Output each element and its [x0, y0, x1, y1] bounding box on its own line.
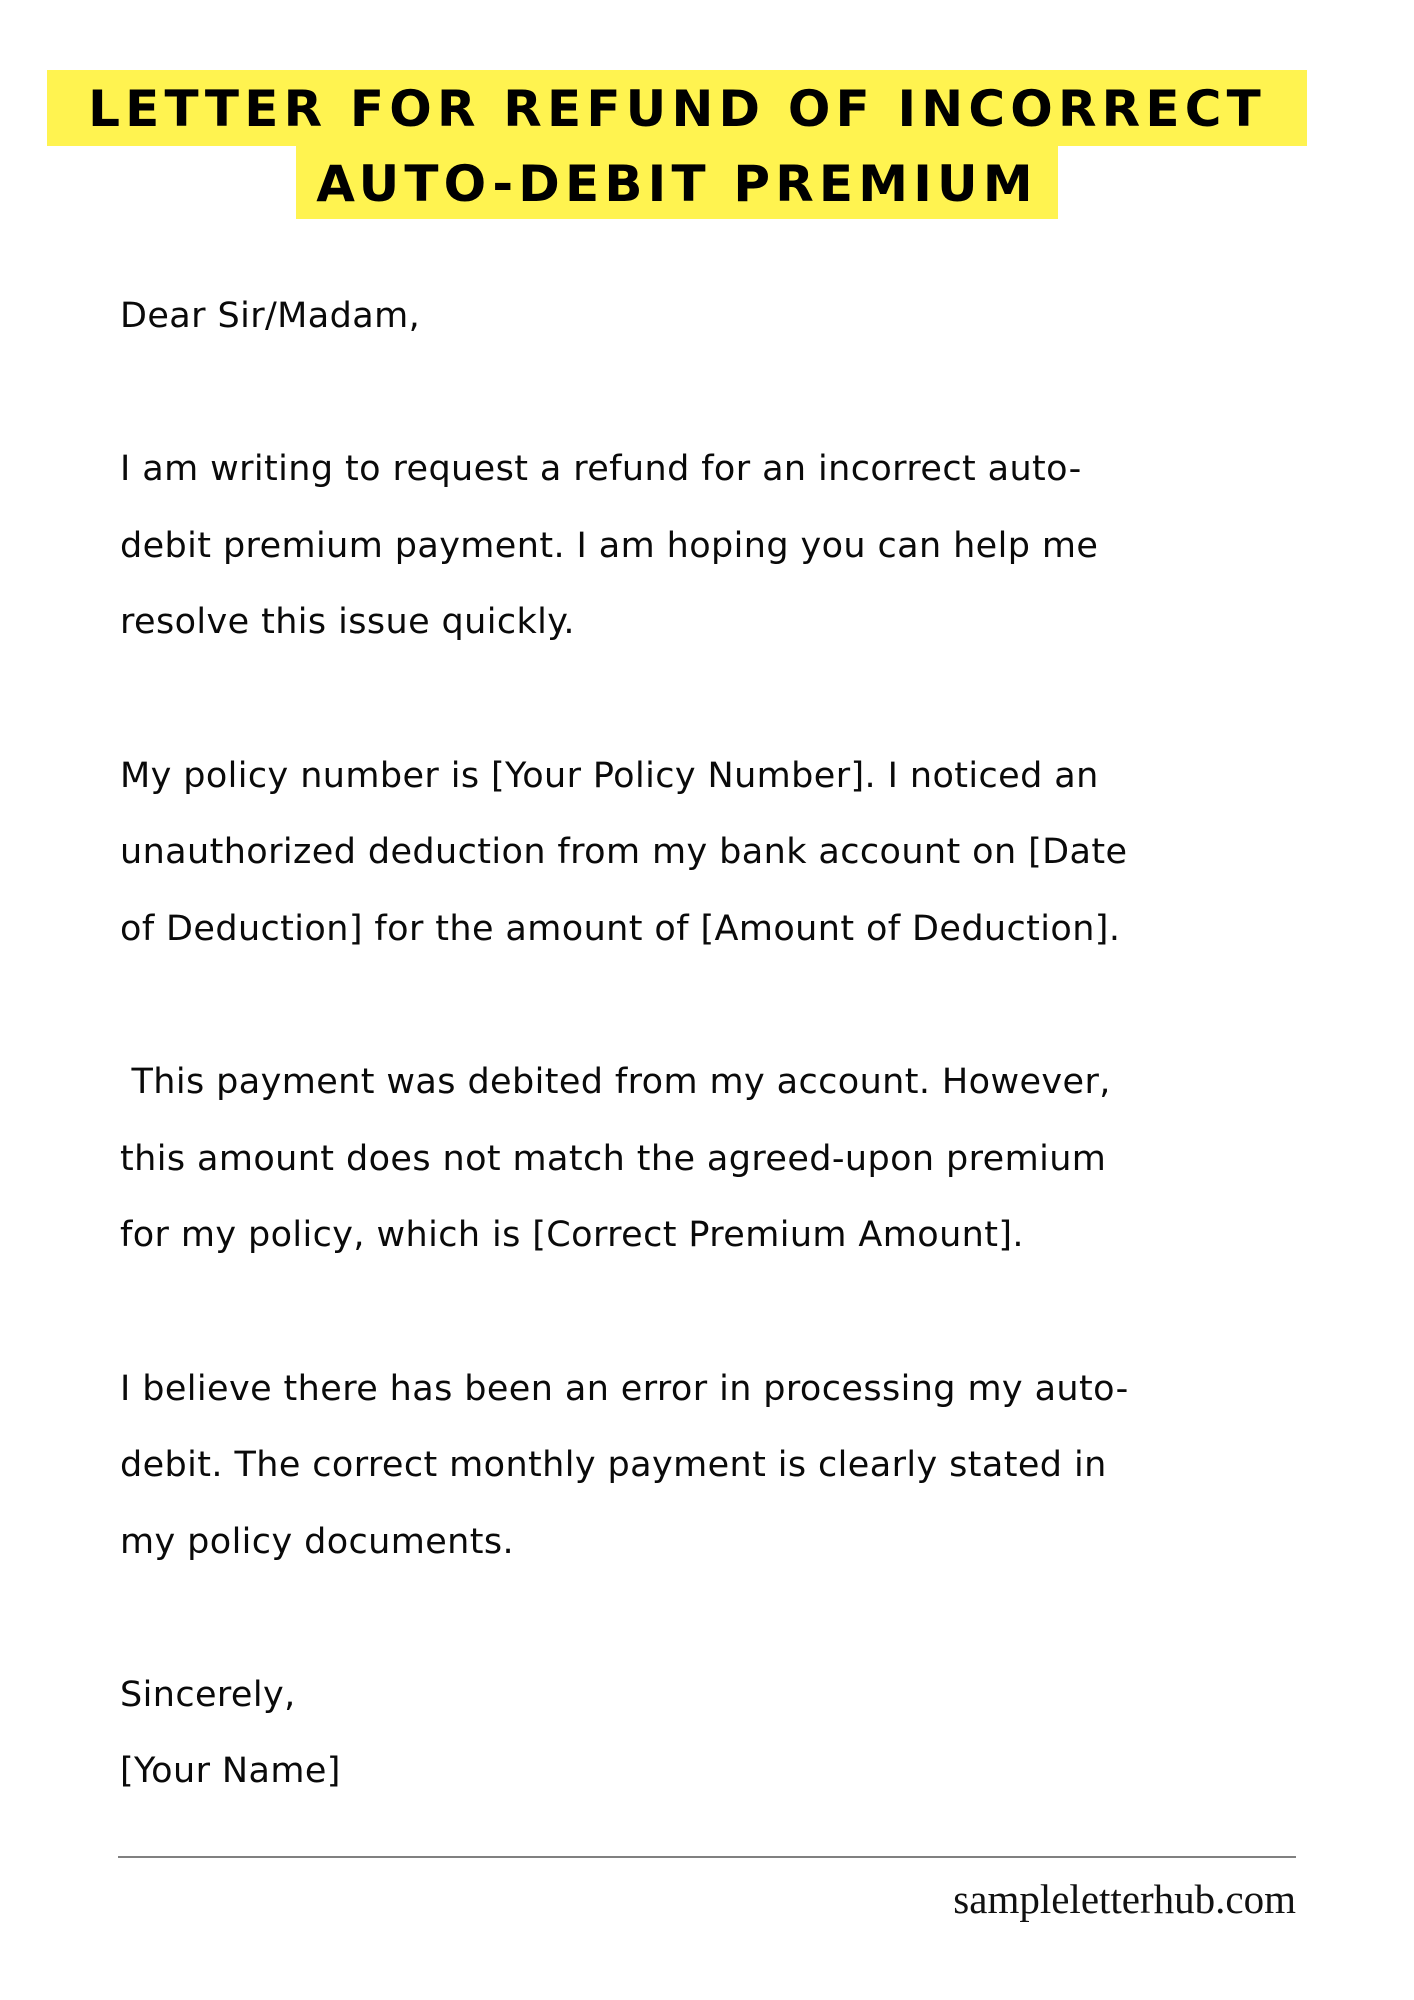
paragraph-3-line-2: this amount does not match the agreed-upon premium [120, 1139, 1107, 1179]
page-title-line-2: AUTO-DEBIT PREMIUM [316, 155, 1038, 213]
paragraph-4-line-3: my policy documents. [120, 1522, 515, 1562]
signature-placeholder: [Your Name] [120, 1751, 341, 1791]
paragraph-4-line-1: I believe there has been an error in processing my auto- [120, 1369, 1129, 1409]
title-highlight-line-1 [47, 70, 1307, 146]
page-title-line-1: LETTER FOR REFUND OF INCORRECT [88, 80, 1266, 138]
paragraph-2-line-1: My policy number is [Your Policy Number]. I noticed an [120, 756, 1099, 796]
closing: Sincerely, [120, 1675, 296, 1715]
footer-brand-link[interactable]: sampleletterhub.com [953, 1876, 1296, 1922]
paragraph-4-line-2: debit. The correct monthly payment is clearly stated in [120, 1445, 1107, 1485]
paragraph-3-line-3: for my policy, which is [Correct Premium Amount]. [120, 1215, 1024, 1255]
paragraph-1-line-2: debit premium payment. I am hoping you can help me [120, 526, 1099, 566]
paragraph-2-line-3: of Deduction] for the amount of [Amount of Deduction]. [120, 909, 1121, 949]
title-highlight-line-2 [296, 143, 1058, 219]
paragraph-1-line-1: I am writing to request a refund for an incorrect auto- [120, 449, 1082, 489]
paragraph-2-line-2: unauthorized deduction from my bank account on [Date [120, 832, 1128, 872]
salutation: Dear Sir/Madam, [120, 296, 421, 336]
footer-divider [118, 1856, 1296, 1858]
paragraph-3-line-1: This payment was debited from my account. However, [120, 1062, 1111, 1102]
paragraph-1-line-3: resolve this issue quickly. [120, 602, 575, 642]
